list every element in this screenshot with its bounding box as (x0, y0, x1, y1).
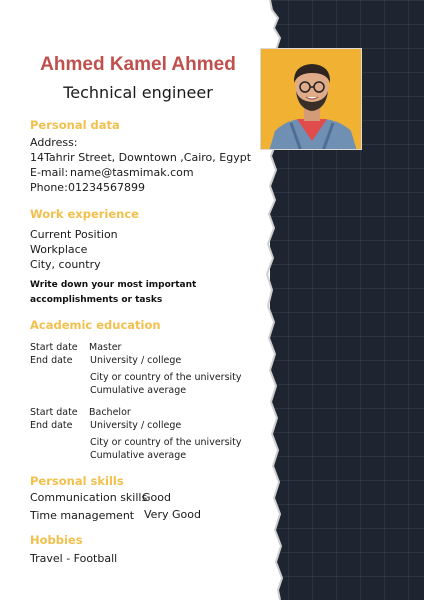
skill-level: Good (142, 491, 171, 504)
edu-institution: University / college (90, 420, 182, 431)
edu-average: Cumulative average (90, 385, 187, 396)
phone-label: Phone: (30, 181, 68, 194)
phone-value: 01234567899 (68, 181, 145, 194)
section-heading-academic-education: Academic education (30, 318, 161, 332)
email-label: E-mail: (30, 166, 69, 179)
work-accomplishments-line-2: accomplishments or tasks (30, 295, 163, 305)
work-location: City, country (30, 258, 101, 271)
section-heading-hobbies: Hobbies (30, 533, 83, 547)
edu-degree: Bachelor (89, 407, 131, 418)
skill-name: Communication skills (30, 491, 148, 504)
skill-name: Time management (30, 509, 135, 522)
candidate-name: Ahmed Kamel Ahmed (40, 54, 236, 75)
address-value: 14Tahrir Street, Downtown ,Cairo, Egypt (30, 151, 252, 164)
portrait-icon (261, 49, 362, 150)
edu-average: Cumulative average (90, 450, 187, 461)
section-heading-work-experience: Work experience (30, 207, 139, 221)
work-workplace: Workplace (30, 243, 88, 256)
work-accomplishments-line-1: Write down your most important (30, 280, 197, 290)
email-value: name@tasmimak.com (70, 166, 194, 179)
hobbies-text: Travel - Football (30, 552, 118, 565)
edu-end-date-label: End date (30, 420, 73, 431)
section-heading-personal-skills: Personal skills (30, 474, 124, 488)
edu-start-date-label: Start date (30, 407, 78, 418)
edu-degree: Master (89, 342, 122, 353)
edu-institution: University / college (90, 355, 182, 366)
section-heading-personal-data: Personal data (30, 118, 120, 132)
skill-level: Very Good (144, 508, 201, 521)
edu-end-date-label: End date (30, 355, 73, 366)
work-position: Current Position (30, 228, 118, 241)
edu-location: City or country of the university (90, 372, 242, 383)
edu-start-date-label: Start date (30, 342, 78, 353)
address-label: Address: (30, 136, 78, 149)
job-title: Technical engineer (63, 83, 213, 102)
edu-location: City or country of the university (90, 437, 242, 448)
